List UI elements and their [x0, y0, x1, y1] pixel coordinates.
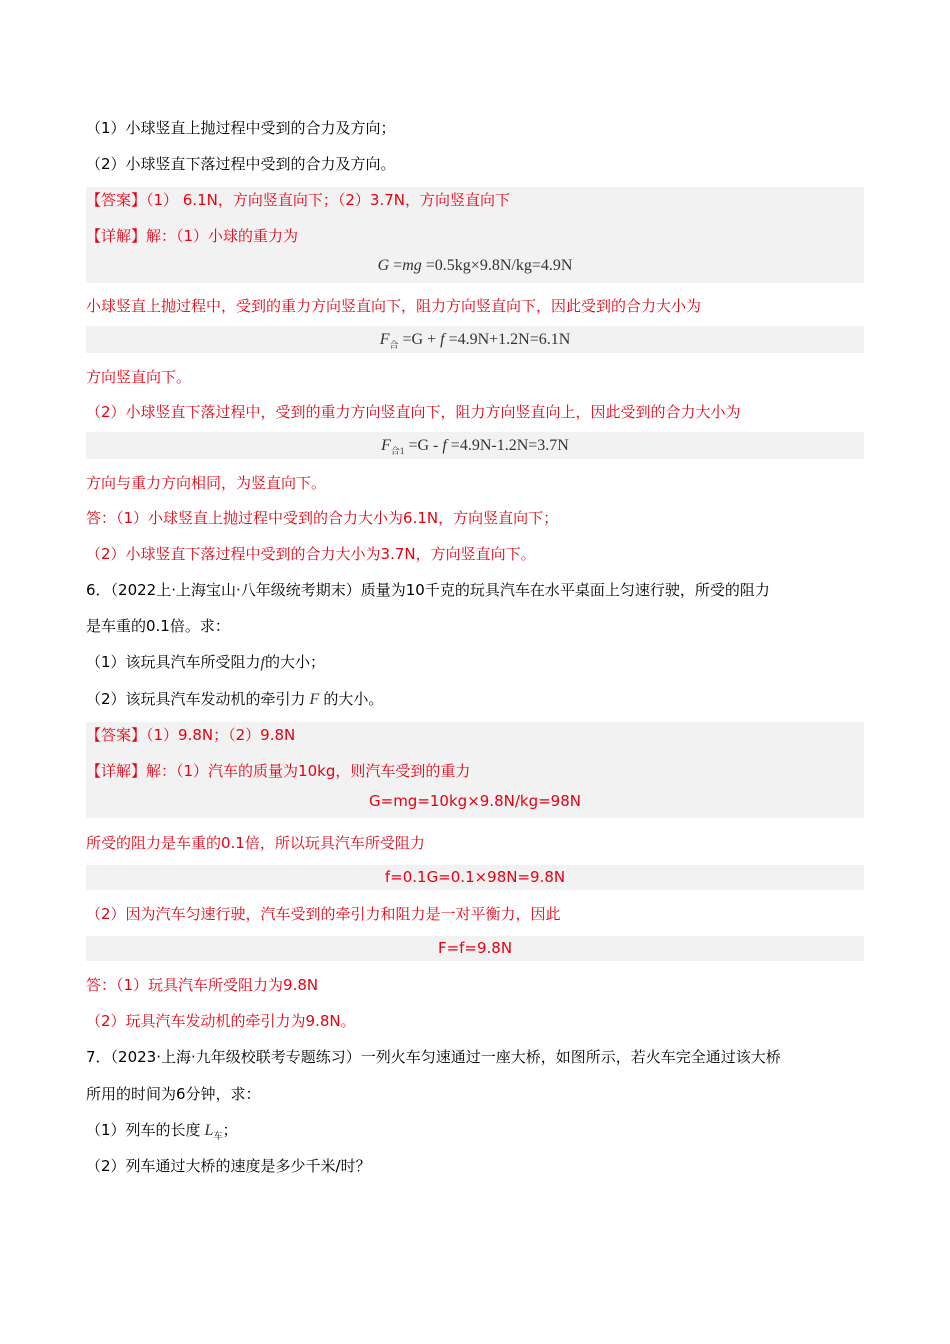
q6-formula-resistance: f=0.1G=0.1×98N=9.8N	[86, 865, 864, 890]
q7-stem-line-1: 7．（2023·上海·九年级校联考专题练习）一列火车匀速通过一座大桥，如图所示，若火车完全通过该大桥	[86, 1048, 781, 1066]
q6-final-answer-1: 答：（1）玩具汽车所受阻力为9.8N	[86, 976, 319, 994]
q6-explanation-resistance: 所受的阻力是车重的0.1倍，所以玩具汽车所受阻力	[86, 834, 425, 852]
q6-sub-question-1: （1）该玩具汽车所受阻力f的大小；	[86, 653, 326, 671]
q7-stem-line-2: 所用的时间为6分钟，求：	[86, 1085, 261, 1103]
q6-formula-traction: F=f=9.8N	[86, 936, 864, 961]
q5-answer: 【答案】（1） 6.1N，方向竖直向下；（2）3.7N，方向竖直向下	[86, 187, 864, 223]
q7-sub-question-2: （2）列车通过大桥的速度是多少千米/时？	[86, 1157, 371, 1175]
q5-formula-net-force-up: $F_合 =G + f =4.9N+1.2N=6.1N$	[86, 326, 864, 353]
q5-sub-question-1: （1）小球竖直上抛过程中受到的合力及方向；	[86, 119, 396, 137]
q6-sub-question-2: （2）该玩具汽车发动机的牵引力 F 的大小。	[86, 690, 384, 708]
q6-explanation-balance: （2）因为汽车匀速行驶，汽车受到的牵引力和阻力是一对平衡力，因此	[86, 905, 561, 923]
q6-stem-line-1: 6．（2022上·上海宝山·八年级统考期末）质量为10千克的玩具汽车在水平桌面上匀速行驶，所受的阻力	[86, 581, 770, 599]
q5-direction-same: 方向与重力方向相同，为竖直向下。	[86, 474, 327, 492]
q7-sub-question-1: （1）列车的长度 $L_车$；	[86, 1121, 238, 1142]
q5-detail-heading: 【详解】解：（1）小球的重力为	[86, 223, 864, 249]
q5-final-answer-2: （2）小球竖直下落过程中受到的合力大小为3.7N，方向竖直向下。	[86, 545, 536, 563]
q5-direction-down: 方向竖直向下。	[86, 368, 192, 386]
q5-formula-gravity: G =mg =0.5kg×9.8N/kg=4.9N	[86, 249, 864, 283]
q6-stem-line-2: 是车重的0.1倍。求：	[86, 617, 230, 635]
q5-sub-question-2: （2）小球竖直下落过程中受到的合力及方向。	[86, 155, 396, 173]
q6-final-answer-2: （2）玩具汽车发动机的牵引力为9.8N。	[86, 1012, 356, 1030]
q6-formula-gravity: G=mg=10kg×9.8N/kg=98N	[86, 784, 864, 818]
q6-answer: 【答案】（1）9.8N；（2）9.8N	[86, 722, 864, 758]
q5-formula-net-force-down: $F_{合1} =G - f =4.9N-1.2N=3.7N$	[86, 432, 864, 459]
q5-final-answer-1: 答：（1）小球竖直上抛过程中受到的合力大小为6.1N，方向竖直向下；	[86, 509, 559, 527]
q5-explanation-down: （2）小球竖直下落过程中，受到的重力方向竖直向下，阻力方向竖直向上，因此受到的合力大小为	[86, 403, 741, 421]
q5-explanation-up: 小球竖直上抛过程中，受到的重力方向竖直向下，阻力方向竖直向下，因此受到的合力大小为	[86, 297, 702, 315]
q6-detail: 【详解】解：（1）汽车的质量为10kg，则汽车受到的重力	[86, 758, 864, 784]
